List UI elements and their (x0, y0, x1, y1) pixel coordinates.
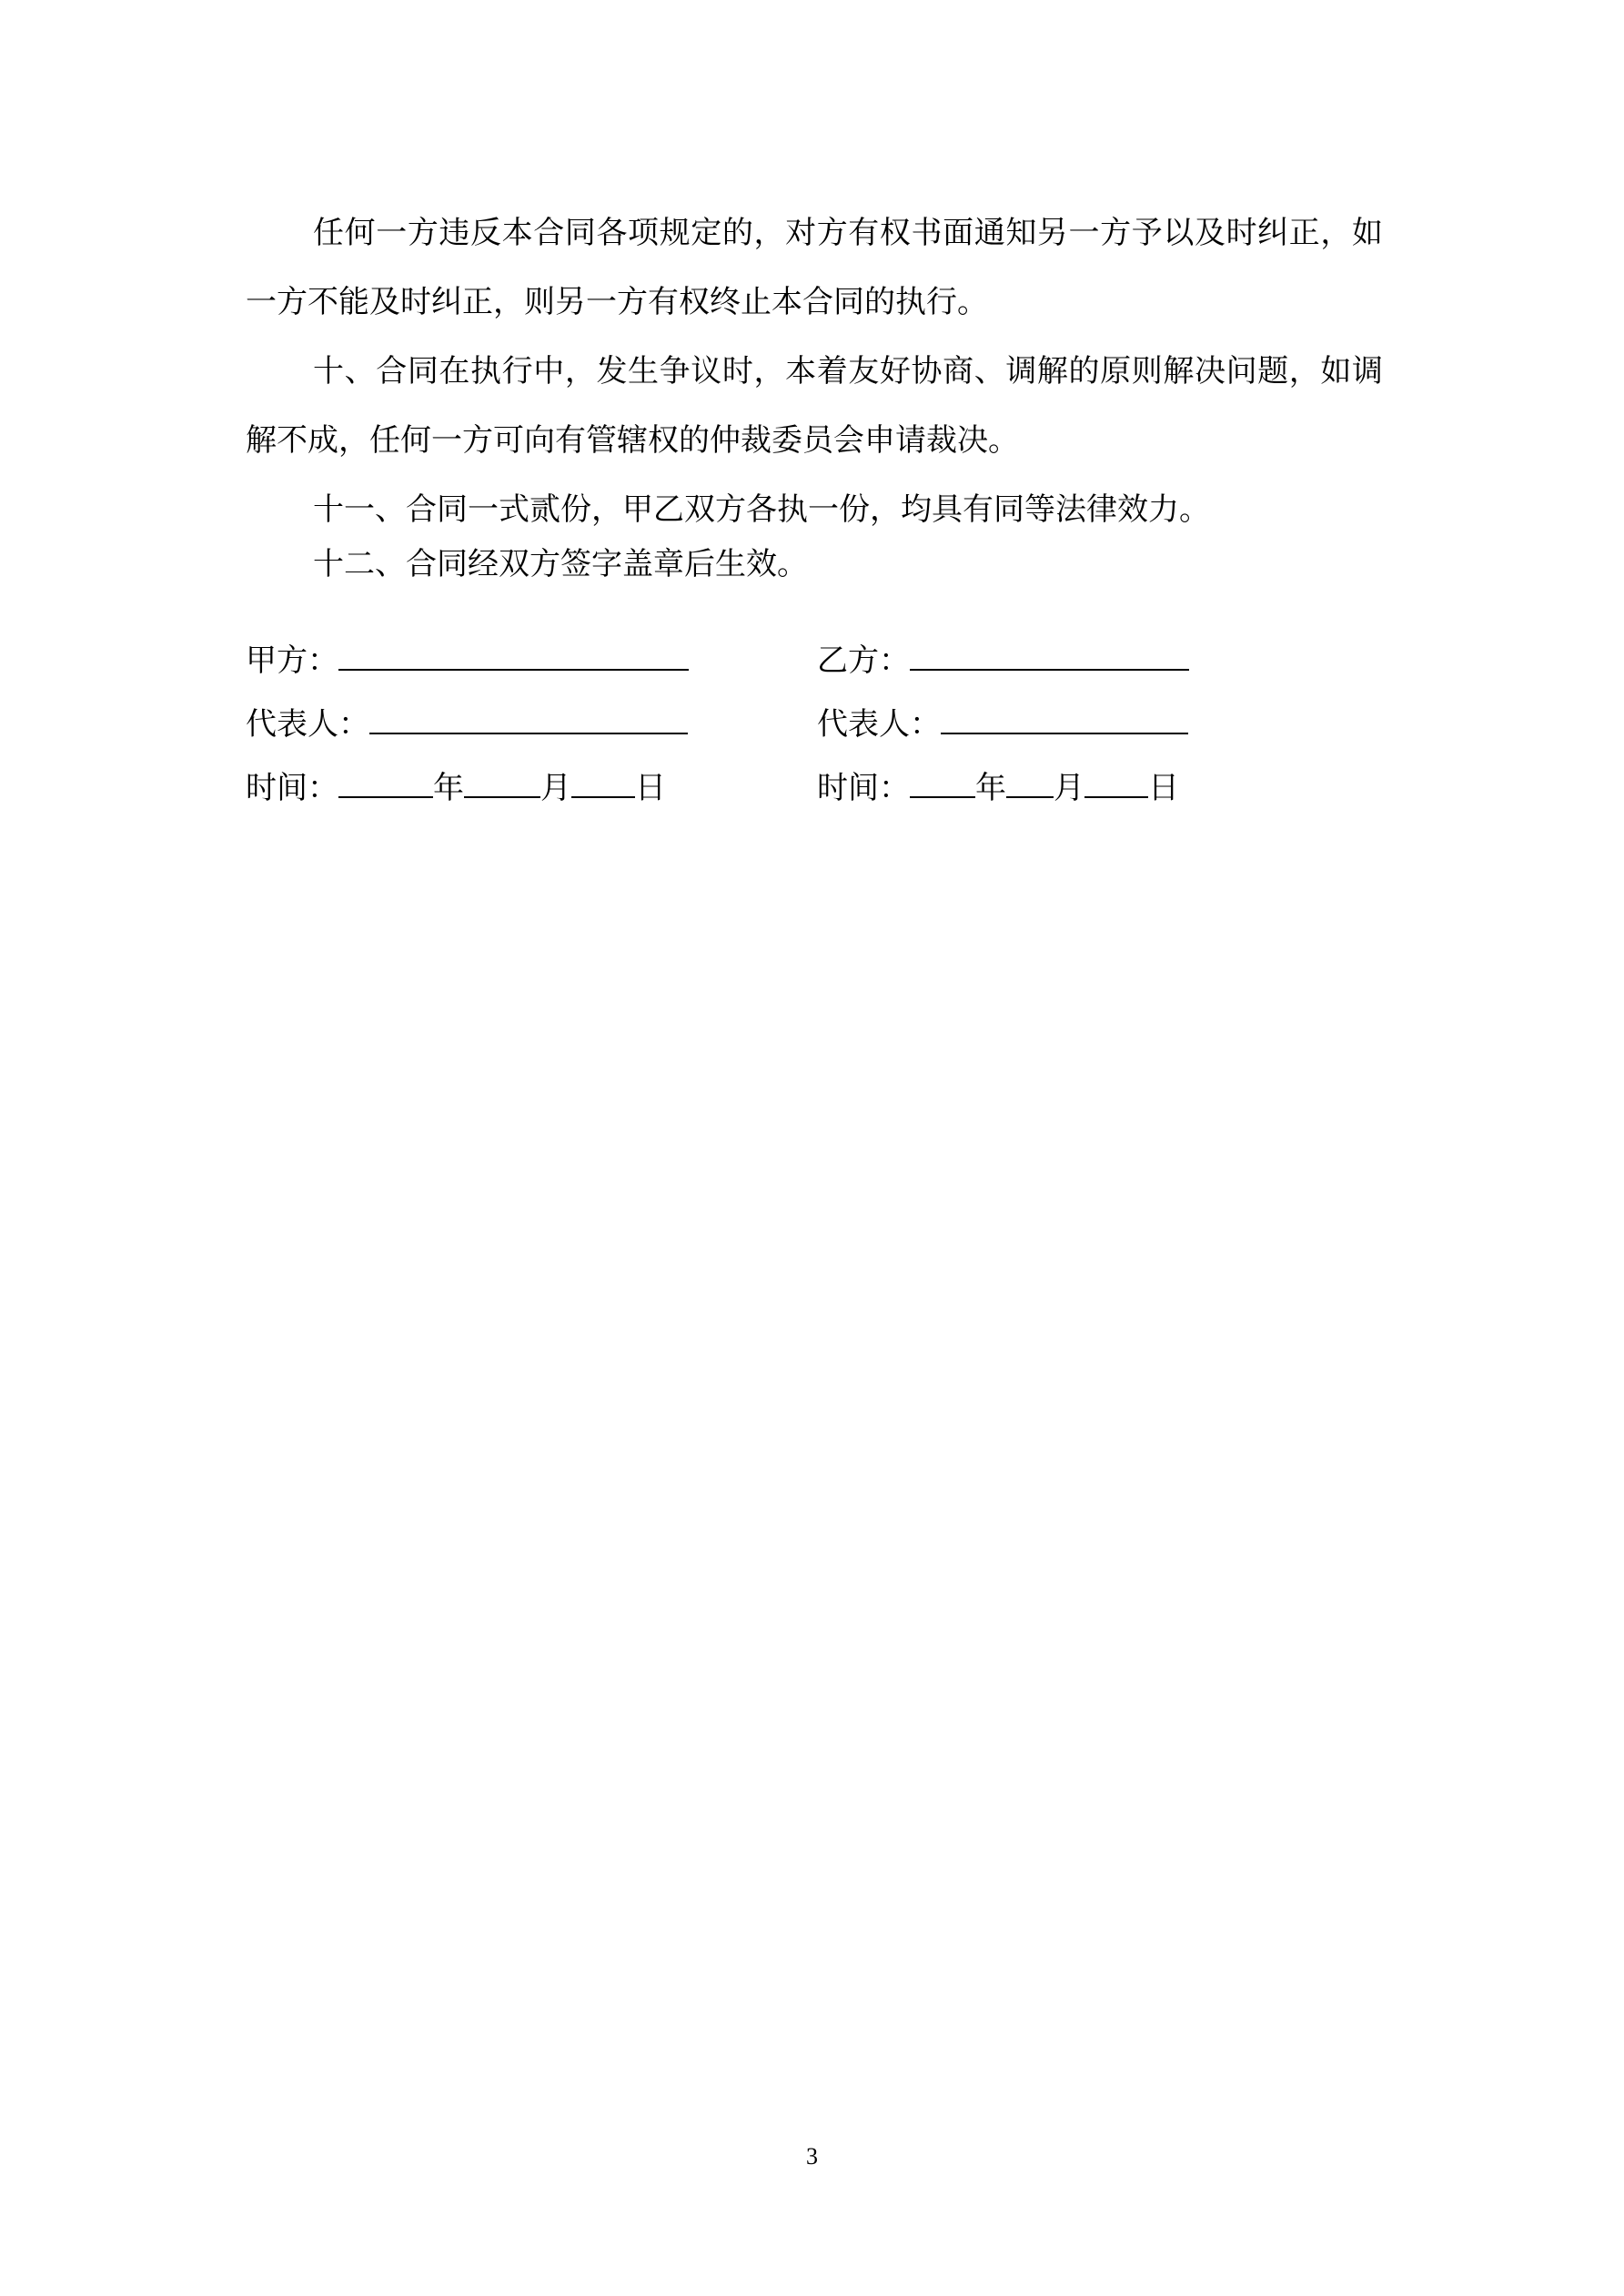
party-a-representative-label: 代表人： (246, 706, 369, 743)
party-a-month-field (464, 769, 540, 798)
page-number: 3 (806, 2143, 818, 2170)
party-b-month-field (1006, 769, 1054, 798)
paragraph-clause-12: 十二、合同经双方签字盖章后生效。 (313, 546, 808, 582)
party-a-date-line (246, 769, 666, 806)
party-a-representative-line (246, 705, 688, 743)
party-b-day-label: 日 (1148, 770, 1179, 806)
party-a-month-label: 月 (540, 770, 571, 806)
party-b-time-label: 时间： (817, 770, 910, 806)
party-a-time-label: 时间： (246, 770, 338, 806)
paragraph-clause-11: 十一、合同一式贰份，甲乙双方各执一份，均具有同等法律效力。 (313, 491, 1210, 528)
party-b-name-line (817, 642, 1189, 679)
party-b-year-field (910, 769, 975, 798)
party-a-name-line (246, 642, 689, 679)
party-b-year-label: 年 (975, 770, 1006, 806)
party-b-representative-label: 代表人： (817, 706, 941, 743)
party-b-day-field (1084, 769, 1148, 798)
party-a-year-label: 年 (433, 770, 464, 806)
party-a-label: 甲方： (246, 642, 338, 679)
party-b-label: 乙方： (817, 642, 910, 679)
party-b-month-label: 月 (1054, 770, 1084, 806)
party-a-year-field (338, 769, 433, 798)
party-a-representative-field (369, 705, 688, 734)
party-b-date-line (817, 769, 1179, 806)
party-a-name-field (338, 642, 689, 671)
party-a-day-field (571, 769, 635, 798)
party-b-name-field (910, 642, 1189, 671)
party-b-representative-line (817, 705, 1188, 743)
paragraph-clause-10: 十、合同在执行中，发生争议时，本着友好协商、调解的原则解决问题，如调解不成，任何一方可向有管辖权的仲裁委员会申请裁决。 (246, 353, 1383, 459)
paragraph-breach: 任何一方违反本合同各项规定的，对方有权书面通知另一方予以及时纠正，如一方不能及时纠正，则另一方有权终止本合同的执行。 (246, 215, 1383, 320)
party-b-representative-field (941, 705, 1188, 734)
party-a-day-label: 日 (635, 770, 666, 806)
